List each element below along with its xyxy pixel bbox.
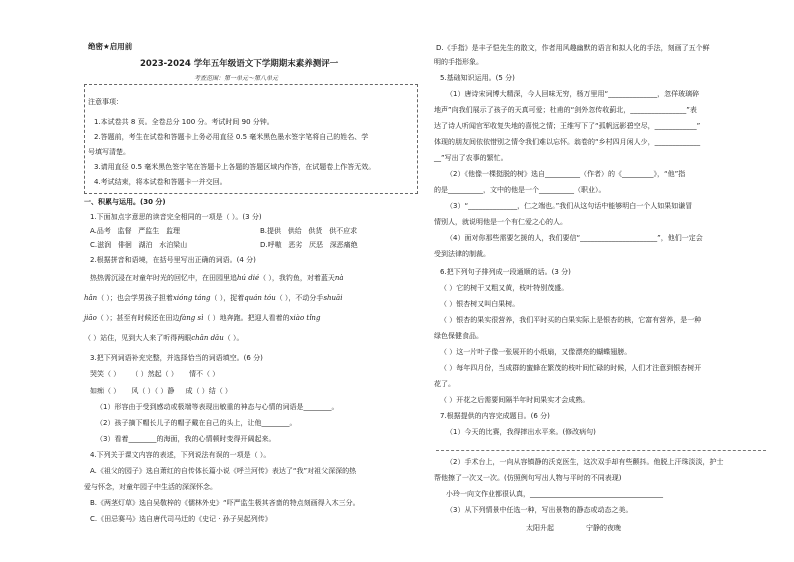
q5-line: 的是__________，文中的他是一个__________（职业）。 (434, 186, 606, 194)
q3-stem: 3.把下列词语补充完整，并选择恰当的词语填空。(6 分) (90, 354, 263, 362)
notice-item: 3.请用直径 0.5 毫米黑色签字笔在答题卡上各题的答题区域内作答，在试题卷上作答无效。 (94, 163, 376, 171)
q5-line: 情别人，就说明他是一个有仁爱之心的人。 (434, 218, 567, 226)
pinyin: chǎn dǎu (191, 334, 224, 342)
q2-line: （ ）站住，见到大人来了听得两眼chǎn dǎu（ ）。 (84, 334, 244, 342)
notice-item: 1.本试卷共 8 页。全卷总分 100 分。考试时间 90 分钟。 (94, 118, 274, 126)
q5-line: __”写出了农事的繁忙。 (434, 154, 508, 162)
notice-heading: 注意事项： (88, 98, 123, 106)
q2-line: 热热需沉浸在对童年时光的回忆中，在田园里追hú dié（ ），我钓鱼，对着蓝天nà (90, 274, 344, 282)
q6-item-cont: 花了。 (434, 380, 455, 388)
pinyin: quán tóu (244, 294, 276, 302)
q5-line: （4）面对你那些需要乞援的人，我们要信“______________________”，他们一定会 (446, 234, 703, 242)
q4-option-a-cont: 爱与怀念，对童年园子中生活的深深怀念。 (84, 483, 217, 491)
q7-sentence: （2）手术台上，一向从容镇静的沃克医生，这次双手却有些颤抖。他脱上汗珠淡淡，护士 (446, 458, 724, 466)
notice-item: 4.考试结束，将本试卷和答题卡一并交回。 (94, 178, 227, 186)
pinyin: nà (334, 274, 344, 282)
confidential-label: 绝密★启用前 (88, 42, 133, 51)
q2-stem: 2.根据拼音和语境，在括号里写出正确的词语。(4 分) (90, 256, 256, 264)
q5-line: 地声”向我们展示了孩子的天真可爱；杜甫的“剑外忽传收蓟北，________________”表 (434, 106, 697, 114)
q6-item: （ ）银杏的果实很营养，我们平时买的白果实际上是银杏的核，它富有营养，是一种 (440, 316, 702, 324)
q7-sentence: （3）从下列情景中任选一种，写出景物的静态或动态之美。 (446, 506, 633, 514)
q5-line: （2）《他像一棵挺脱的树》选自__________（作者）的《_________》，“他”指 (446, 170, 686, 178)
q3-sentence: （3）看着________的海面，我的心情顿时变得开阔起来。 (96, 435, 276, 443)
notice-item: 2.答题前，考生在试卷和答题卡上务必用直径 0.5 毫米黑色墨水签字笔将自己的姓名、学 (94, 133, 369, 141)
q1-stem: 1.下面加点字意思的读音完全相同的一项是（ ）。(3 分) (90, 213, 262, 221)
q4-option-a: A.《祖父的园子》选自萧红的自传体长篇小说《呼兰河传》表达了“我”对祖父深深的热 (90, 467, 357, 475)
answer-line[interactable] (436, 450, 766, 451)
q6-item: （ ）这一片叶子像一张展开的小纸扇，又像漂亮的蝴蝶翅膀。 (440, 348, 632, 356)
q5-line: 达了诗人听闻官军收复失地的喜悦之情；王维写下了“孤帆远影碧空尽，____________” (434, 122, 701, 130)
notice-item: 号填写清楚。 (88, 148, 130, 156)
q5-line: （1）唐诗宋词博大精深，今人回味无穷，杨万里用“______________，忽佯玻璃碎 (446, 90, 700, 98)
q2-line: jiāo（ ）；甚至有时候还在田边fàng sì（ ）地奔跑。把迎人看着的xiào tǐng (84, 314, 321, 322)
q3-sentence: （1）形容由于受到感动或极端等表现出敏重的神态与心情的词语是________。 (96, 403, 339, 411)
pinyin: hú dié (237, 274, 260, 282)
q3-row1: 哭笑（ ） （ ）然起（ ） 情不（ ） (90, 370, 220, 378)
q7-choice: 太阳升起 (526, 524, 554, 532)
pinyin: xióng táng (172, 294, 211, 302)
q1-option-b: B.提供 供给 供货 供不应求 (260, 227, 358, 235)
q3-row2: 如痴（ ） 风（ ）（ ）静 成（ ）结（ ） (90, 387, 232, 395)
pinyin: jiāo (84, 314, 97, 322)
exam-title: 2023-2024 学年五年级语文下学期期末素养测评一 (140, 59, 339, 69)
q6-item: （ ）每年四月份，当成群的蜜蜂在繁茂的枝叶间忙碌的时候，人们才注意到银杏树开 (440, 364, 702, 372)
q6-item: （ ）银杏树又叫白果树。 (440, 300, 520, 308)
q6-item-cont: 绿色保健食品。 (434, 332, 483, 340)
q1-option-a: A.品考 监督 严监生 监理 (90, 227, 180, 235)
q6-item: （ ）开花之后需要间隔半年时间果实才会成熟。 (440, 396, 590, 404)
q4-option-d: D.《手指》是丰子恺先生的散文，作者用风趣幽默的语言和拟人化的手法，刻画了五个鲜 (436, 44, 710, 52)
q3-sentence: （2）孩子摘下帽长儿子的帽子戴在自己的头上，让他________。 (96, 419, 297, 427)
section-heading: 一、积累与运用。(30 分) (84, 198, 166, 206)
q6-stem: 6.把下列句子排列成一段通顺的话。(3 分) (440, 268, 571, 276)
q5-line: 受到法律的制裁。 (434, 250, 490, 258)
q4-option-c: C.《田忌赛马》选自唐代司马迁的《史记 · 孙子吴起列传》 (90, 515, 272, 523)
q7-sentence: 小玲一向文作业都很认真，______________________________________ (446, 490, 663, 498)
q4-stem: 4.下列关于课文内容的表述，下列说法有误的一项是（ ）。 (90, 451, 271, 459)
q7-sentence: （1）今天的比赛，我得摔出水平来。(修改病句) (446, 428, 596, 436)
pinyin: hǎn (84, 294, 98, 302)
q5-line: 体现的朋友间依依惜别之情令我们难以忘怀。翁卷的“乡村四月闲人少，_____________ (434, 138, 701, 146)
q1-option-d: D.呼嗷 恶劣 厌恶 深恶痛绝 (260, 241, 358, 249)
q4-option-d-cont: 明的手指形象。 (434, 58, 483, 66)
q4-option-b: B.《两茎灯草》选自吴敬梓的《儒林外史》“吓严监生极其吝啬的特点刻画得入木三分。 (90, 499, 360, 507)
q6-item: （ ）它的树干又粗又黄，枝叶特别茂盛。 (440, 284, 569, 292)
q7-choice: 宁静的夜晚 (586, 524, 621, 532)
q1-option-c: C.滋润 俳徊 湖泊 水泊梁山 (90, 241, 188, 249)
q5-stem: 5.基础知识运用。(5 分) (440, 74, 515, 82)
q5-line: （3）“______________，仁之端也。”我们从这句话中能够明白一个人如果如谦冒 (446, 202, 693, 210)
pinyin: xiào tǐng (289, 314, 321, 322)
pinyin: fàng sì (179, 314, 204, 322)
q7-stem: 7.根据提供的内容完成题目。(6 分) (440, 412, 550, 420)
exam-range: 考查范围：第一单元～第八单元 (194, 75, 279, 82)
q2-line: hǎn（ ）；也会学男孩子担着xióng táng（ ），捉着quán tóu（ ），不动分手shuāi (84, 294, 343, 302)
pinyin: shuāi (323, 294, 343, 302)
q7-sentence: 帮他擦了一次又一次。(仿照例句写出人物与平时的不同表现) (434, 474, 622, 482)
